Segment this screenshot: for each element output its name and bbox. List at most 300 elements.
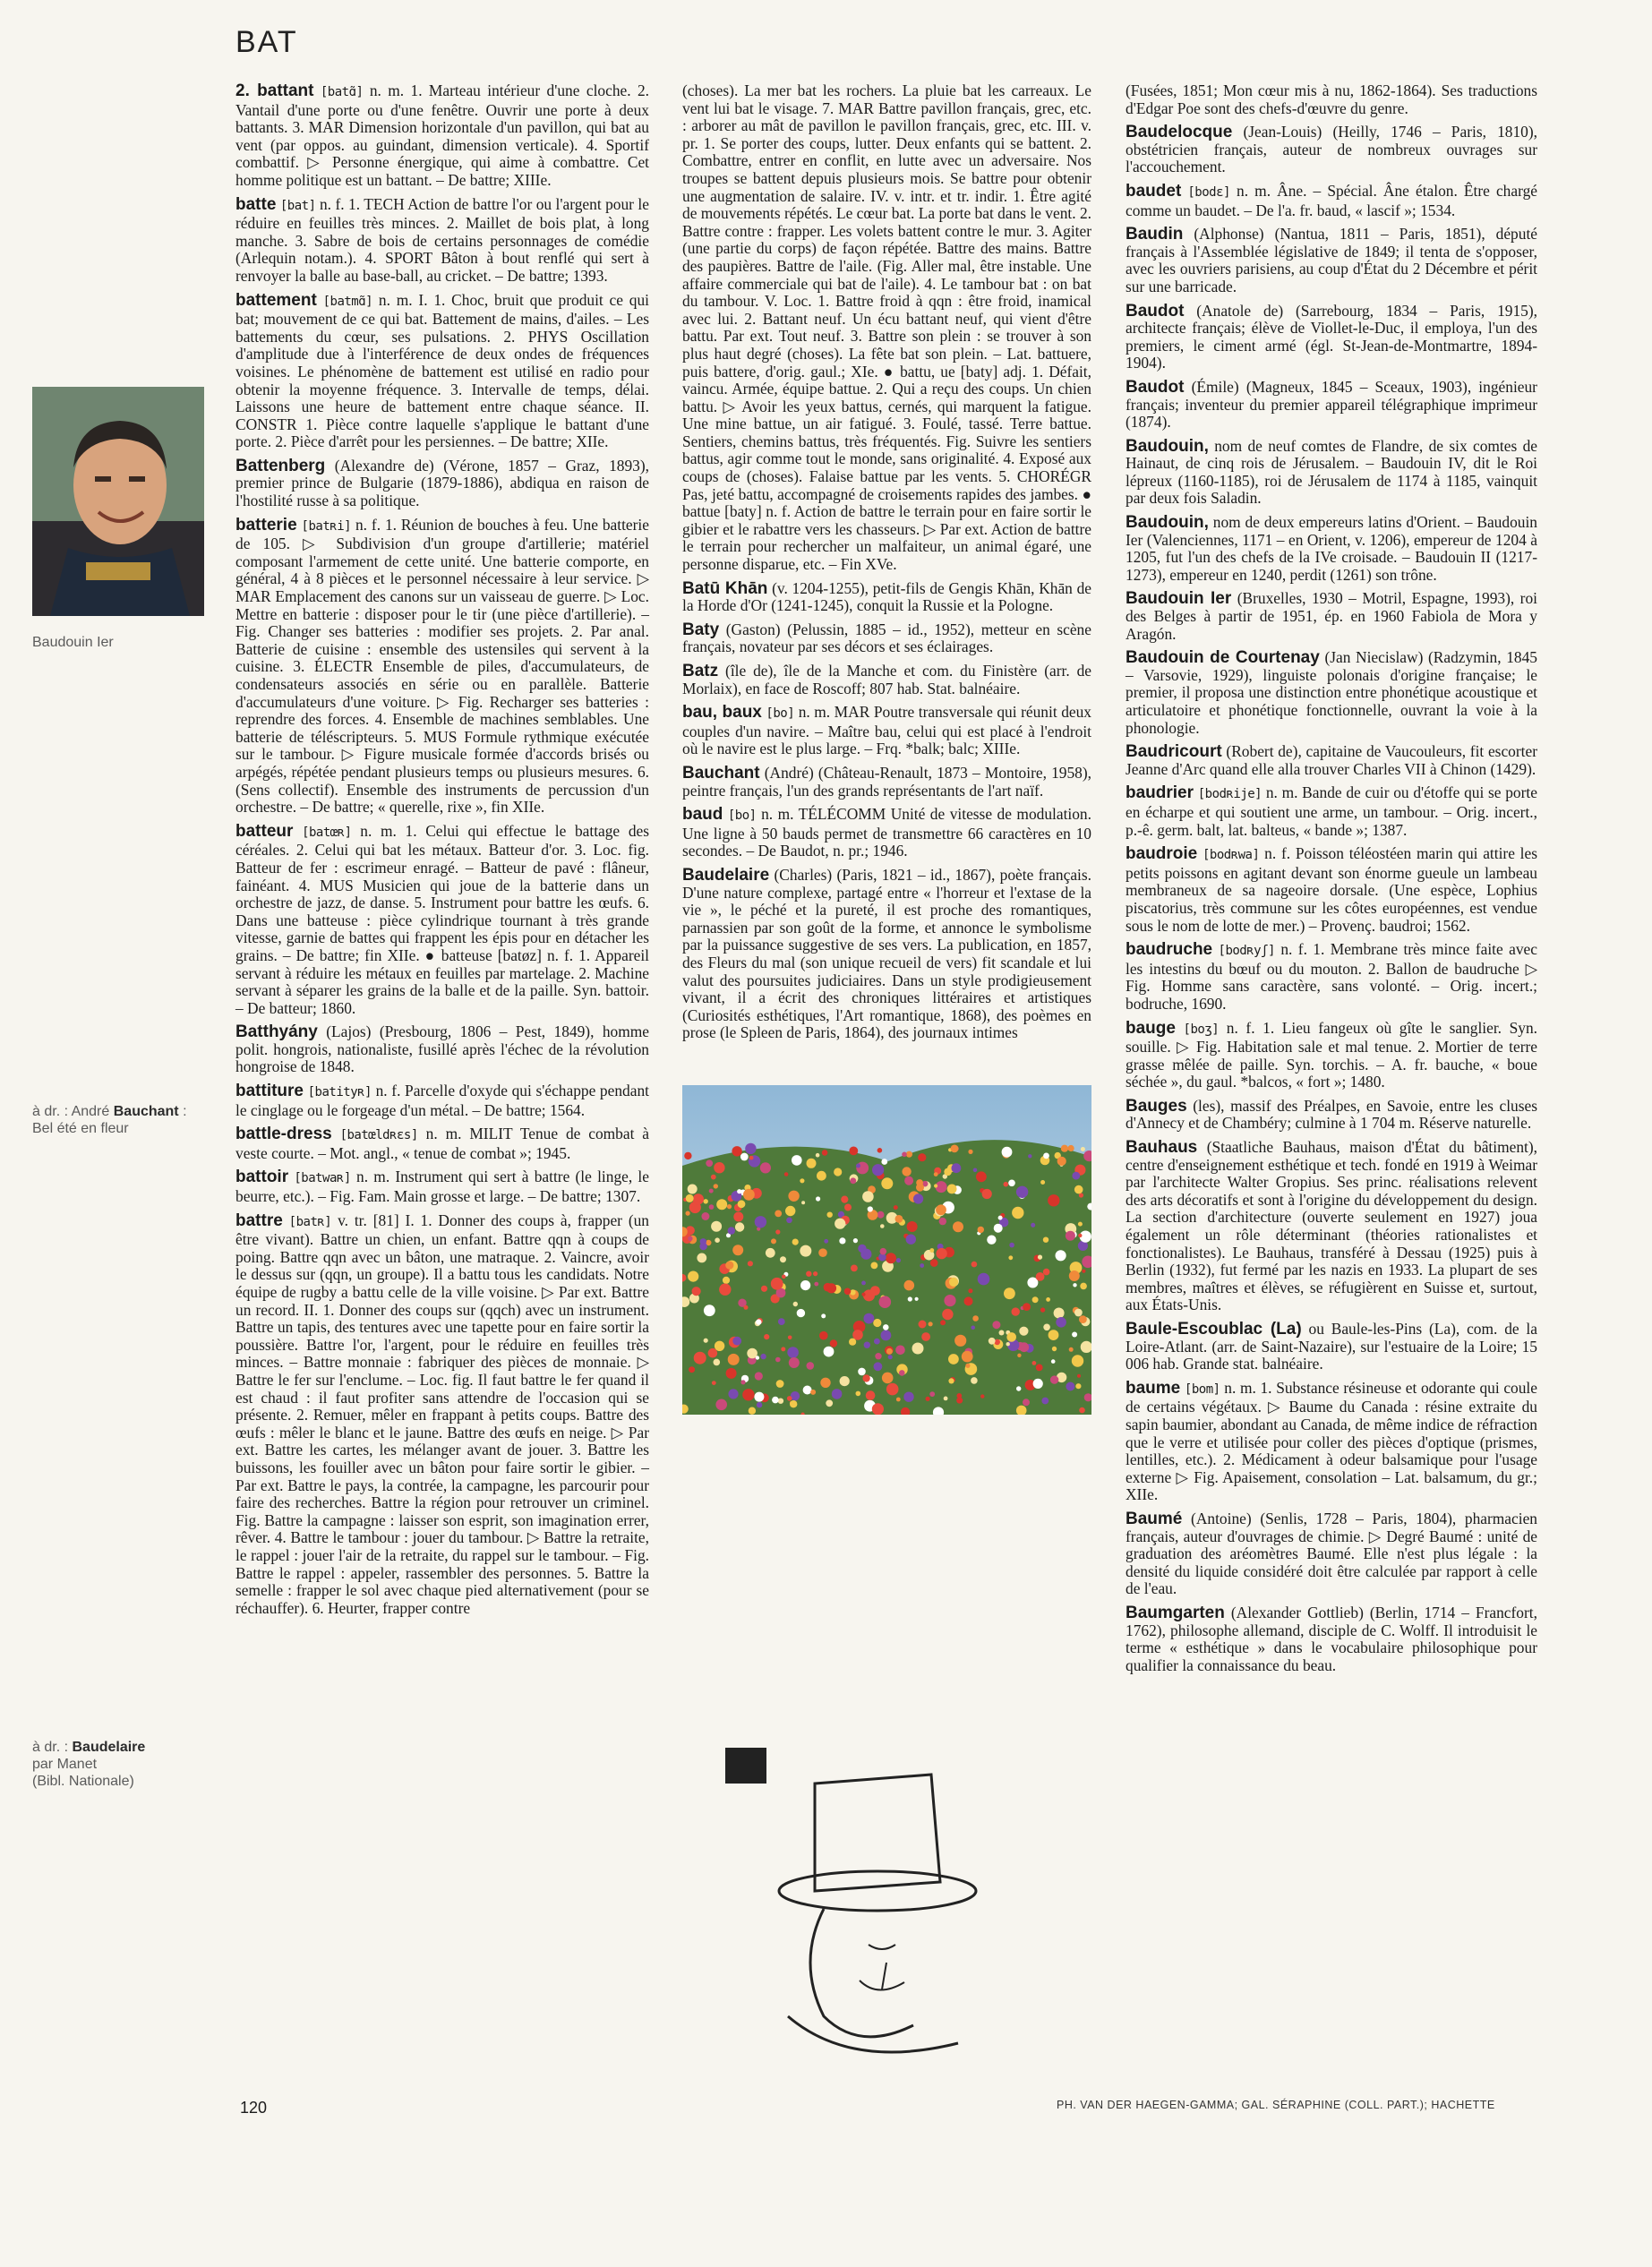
entry-text: (Robert de), capitaine de Vaucouleurs, fit escorter Jeanne d'Arc quand elle alla trouver Charles VII à Chinon (1429). <box>1126 742 1537 778</box>
entry-headword: battiture <box>235 1082 304 1101</box>
flower-dot <box>862 1191 874 1202</box>
entry-headword: baud <box>682 805 723 825</box>
flower-dot <box>1040 1180 1045 1185</box>
entry-phonetic: [batityʀ] <box>307 1085 372 1100</box>
flower-dot <box>1082 1270 1085 1273</box>
entry-headword: baume <box>1126 1378 1181 1398</box>
flower-dot <box>1006 1342 1010 1346</box>
flower-dot <box>982 1189 992 1199</box>
flower-dot <box>748 1261 753 1266</box>
flower-dot <box>858 1368 866 1376</box>
flower-dot <box>903 1392 913 1402</box>
flower-dot <box>714 1184 718 1188</box>
flower-dot <box>965 1364 970 1368</box>
flower-dot <box>920 1263 924 1268</box>
flower-dot <box>827 1212 833 1218</box>
flower-dot <box>895 1215 903 1223</box>
entry-text: (Jan Niecislaw) (Radzymin, 1845 – Varsovie, 1929), linguiste polonais d'origine française; le premier, il proposa une distinction entre phonétique acoustique et articulatoire et phonétique fonctionnelle, ouvrant la voie à la phonologie. <box>1126 648 1537 737</box>
page-number: 120 <box>240 2099 268 2117</box>
entry-text: (Anatole de) (Sarrebourg, 1834 – Paris, 1915), architecte français; élève de Viollet-le-Duc, il employa, l'un des premiers, le ciment armé (égl. St-Jean-de-Montmartre, 1894-1904). <box>1126 301 1537 372</box>
flower-dot <box>787 1347 799 1358</box>
flower-dot <box>1004 1287 1015 1299</box>
flower-dot <box>756 1319 761 1324</box>
flower-dot <box>906 1235 916 1245</box>
flower-dot <box>849 1339 856 1346</box>
flower-dot <box>929 1248 934 1253</box>
entry <box>235 517 649 817</box>
flower-dot <box>749 1156 754 1160</box>
flower-dot <box>709 1189 714 1193</box>
flower-dot <box>785 1206 795 1216</box>
flower-dot <box>939 1218 946 1225</box>
flower-dot <box>756 1356 759 1359</box>
entry-headword: 2. battant <box>235 81 314 100</box>
entry-headword: baudrier <box>1126 783 1194 803</box>
entry-phonetic: [bodʀyʃ] <box>1218 944 1275 959</box>
entry <box>1126 1380 1537 1504</box>
flower-dot <box>700 1238 706 1245</box>
flower-dot <box>760 1162 771 1173</box>
flower-dot <box>973 1168 978 1173</box>
flower-dot <box>1069 1270 1080 1281</box>
entry-headword: Baudouin de Courtenay <box>1126 648 1320 668</box>
flower-dot <box>711 1221 722 1232</box>
flower-dot <box>862 1374 869 1382</box>
entry-phonetic: [batʀi] <box>301 518 352 534</box>
flower-dot <box>787 1396 792 1401</box>
flower-dot <box>954 1335 966 1347</box>
flower-dot <box>1080 1283 1087 1290</box>
flower-dot <box>907 1221 918 1232</box>
entry-text: (Fusées, 1851; Mon cœur mis à nu, 1862-1864). Ses traductions d'Edgar Poe sont des chefs-d'œuvre du genre. <box>1126 81 1537 117</box>
flower-dot <box>936 1204 946 1215</box>
flower-dot <box>692 1287 701 1296</box>
flower-dot <box>899 1370 905 1376</box>
entry-headword: Baumgarten <box>1126 1603 1225 1622</box>
entry-text: n. f. 1. Lieu fangeux où gîte le sanglier. Syn. souille. ▷ Fig. Habitation sale et mal tenue. 2. Mortier de terre grasse mêlée de paille. Syn. torchis. – A. fr. bauche, « boue séchée », du gaul. *balcos, « fort »; 1480. <box>1126 1018 1537 1091</box>
flower-dot <box>915 1297 919 1301</box>
flower-dot <box>832 1389 843 1399</box>
flower-dot <box>744 1305 749 1310</box>
flower-dot <box>861 1293 865 1296</box>
flower-dot <box>727 1204 732 1209</box>
entry-headword: batterie <box>235 515 297 535</box>
flower-dot <box>1002 1147 1013 1158</box>
flower-dot <box>998 1216 1003 1220</box>
entry <box>235 1168 649 1205</box>
flower-dot <box>944 1168 952 1176</box>
entry <box>1126 1098 1537 1133</box>
flower-dot <box>870 1286 880 1296</box>
flower-dot <box>1075 1383 1081 1389</box>
flower-dot <box>880 1224 885 1228</box>
entry-phonetic: [bat] <box>279 198 316 213</box>
flower-dot <box>840 1376 850 1386</box>
entry-text: (île de), île de la Manche et com. du Finistère (arr. de Morlaix), en face de Roscoff; 807 hab. Stat. balnéaire. <box>682 662 1091 697</box>
flower-dot <box>882 1373 894 1384</box>
entry <box>235 1125 649 1162</box>
entry <box>682 82 1091 574</box>
entry-headword: Batz <box>682 662 719 680</box>
flower-dot <box>1069 1347 1074 1352</box>
flower-dot <box>864 1313 875 1324</box>
flower-dot <box>860 1249 871 1260</box>
flower-dot <box>803 1386 812 1395</box>
flower-dot <box>732 1146 741 1156</box>
entry-headword: Baumé <box>1126 1509 1183 1528</box>
entry <box>682 806 1091 860</box>
flower-dot <box>1049 1330 1059 1340</box>
entry-phonetic: [bo] <box>727 808 757 824</box>
entry <box>1126 1321 1537 1373</box>
flower-dot <box>775 1229 780 1234</box>
entry <box>1126 941 1537 1013</box>
entry-text: (Émile) (Magneux, 1845 – Sceaux, 1903), ingénieur français; inventeur du premier appareil télégraphique imprimeur (1874). <box>1126 377 1537 432</box>
entry-text: n. f. Parcelle d'oxyde qui s'échappe pendant le cinglage ou le forgeage d'un métal. – De battre; 1564. <box>235 1082 649 1119</box>
flower-dot <box>780 1256 786 1262</box>
entry-text: n. m. 1. Marteau intérieur d'une cloche. 2. Vantail d'une porte ou d'une fenêtre. Ouvrir une porte à deux battants. 3. MAR Dimension horizontale d'un pavillon, qui bat au vent (par oppos. au guindant, dimension verticale). 4. Sportif combattif. ▷ Personne énergique, qui aime à combattre. Cet homme politique est un battant. – De battre; XIIIe. <box>235 81 649 189</box>
entry-headword: Battenberg <box>235 456 326 475</box>
flower-dot <box>1040 1307 1045 1312</box>
entry-headword: Baudouin, <box>1126 513 1209 533</box>
flower-dot <box>711 1175 716 1180</box>
flower-dot <box>926 1397 930 1401</box>
flower-dot <box>790 1400 797 1407</box>
entry-headword: baudet <box>1126 181 1182 201</box>
column-2 <box>682 82 1091 1048</box>
flower-dot <box>1072 1172 1080 1180</box>
flower-dot <box>1043 1153 1049 1159</box>
flower-dot <box>994 1224 1003 1233</box>
entry-text: (André) (Château-Renault, 1873 – Montoire, 1958), peintre français, l'un des grands représentants de l'art naïf. <box>682 763 1091 800</box>
entry-text: n. m. 1. Substance résineuse et odorante qui coule de certains végétaux. ▷ Baume du Canada : résine extraite du sapin baumier, abondant au Canada, de même indice de réfraction que le verre et utilisée pour coller des pièces d'optique (prismes, lentilles, etc.). 2. Médicament à odeur balsamique pour l'usage externe ▷ Fig. Apaisement, consolation – Lat. balsamum, du gr.; XIIe. <box>1126 1378 1537 1504</box>
flower-dot <box>788 1336 792 1340</box>
bauchant-painting <box>682 1085 1091 1415</box>
flower-dot <box>797 1309 805 1317</box>
entry-headword: Baudin <box>1126 225 1184 244</box>
flower-dot <box>1072 1332 1077 1338</box>
flower-dot <box>879 1296 892 1308</box>
flower-dot <box>940 1320 946 1325</box>
flower-dot <box>792 1239 799 1245</box>
flower-dot <box>1012 1207 1023 1219</box>
flower-dot <box>723 1277 730 1284</box>
flower-dot <box>1078 1234 1082 1237</box>
flower-dot <box>761 1286 767 1292</box>
flower-dot <box>912 1343 924 1355</box>
flower-dot <box>992 1321 1000 1329</box>
entry-text: (Charles) (Paris, 1821 – id., 1867), poète français. D'une nature complexe, partagé entre « l'horreur et l'extase de la vie », le péché et la pureté, il est proche des romantiques, parnassien par son goût de la forme, et annonce le symbolisme par la puissance suggestive de ses vers. La publication, en 1857, des Fleurs du mal (son unique recueil de vers) fit scandale et lui valut des poursuites judiciaires. Dans un style prodigieusement vivant, il a écrit des chroniques littéraires et artistiques (Curiosités esthétiques, l'Art romantique, 1868), des poèmes en prose (le Spleen de Paris, 1864), des journaux intimes <box>682 865 1091 1042</box>
flower-dot <box>806 1271 811 1277</box>
flower-dot <box>1043 1237 1049 1243</box>
entry <box>1126 183 1537 219</box>
entry-text: (Alphonse) (Nantua, 1811 – Paris, 1851), député français à l'Assemblée législative de 1849; il tenta de s'opposer, avec les ouvriers parisiens, au coup d'État du 2 Décembre et périt sur une barricade. <box>1126 225 1537 295</box>
flower-dot <box>740 1153 749 1161</box>
entry <box>235 823 649 1018</box>
flower-dot <box>861 1281 866 1286</box>
entry-headword: battement <box>235 290 317 310</box>
entry-phonetic: [batmɑ̃] <box>322 294 373 309</box>
flower-dot <box>1081 1147 1085 1151</box>
flower-dot <box>864 1342 870 1348</box>
flower-dot <box>881 1330 892 1341</box>
flower-dot <box>844 1204 852 1211</box>
entry <box>1126 124 1537 176</box>
entry <box>235 1212 649 1618</box>
flower-dot <box>814 1282 818 1287</box>
flower-dot <box>715 1399 727 1411</box>
entry-headword: Baty <box>682 620 720 639</box>
flower-dot <box>704 1339 708 1343</box>
entry <box>235 292 649 451</box>
entry <box>682 663 1091 697</box>
flower-dot <box>704 1199 708 1203</box>
flower-dot <box>962 1351 973 1363</box>
flower-dot <box>972 1262 978 1268</box>
entry-phonetic: [batʀ] <box>288 1214 332 1229</box>
entry-headword: battoir <box>235 1168 289 1187</box>
entry <box>1126 438 1537 508</box>
flower-dot <box>697 1253 706 1263</box>
flower-dot <box>766 1248 775 1258</box>
entry-text: n. f. Poisson téléostéen marin qui attire les petits poissons en agitant devant son énorme gueule un lambeau membraneux de sa nageoire dorsale. (Une espèce, Lophius piscatorius, très commune sur les côtes européennes, est vendue sous le nom de lotte de mer.) – Provenç. baudroi; 1562. <box>1126 844 1537 935</box>
entry-phonetic: [batɑ̃] <box>320 85 364 99</box>
flower-dot <box>880 1248 887 1255</box>
entry-headword: Baudelocque <box>1126 123 1233 142</box>
flower-dot <box>816 1153 820 1158</box>
flower-dot <box>972 1315 979 1322</box>
flower-dot <box>978 1227 984 1233</box>
entry <box>682 580 1091 615</box>
flower-dot <box>978 1273 990 1286</box>
flower-dot <box>1009 1243 1014 1248</box>
photo-credit: PH. VAN DER HAEGEN-GAMMA; GAL. SÉRAPHINE (COLL. PART.); HACHETTE <box>1057 2099 1495 2111</box>
entry-phonetic: [bodʀije] <box>1197 787 1263 802</box>
flower-dot <box>715 1341 724 1351</box>
flower-dot <box>942 1309 953 1320</box>
flower-dot <box>902 1167 911 1176</box>
flower-dot <box>1016 1386 1021 1390</box>
flower-dot <box>693 1193 704 1204</box>
flower-dot <box>1077 1374 1081 1378</box>
flower-dot <box>786 1218 792 1224</box>
flower-dot <box>826 1283 836 1293</box>
entry-text: n. m. I. 1. Choc, bruit que produit ce qui bat; mouvement de ce qui bat. Battement de mains, d'ailes. – Les battements du cœur, ses pulsations. 2. PHYS Oscillation d'amplitude due à l'interférence de deux ondes de fréquences voisines. Le phénomène de battement est utilisé en radio pour obtenir la moyenne fréquence. 3. Intervalle de temps, délai. Laissons une heure de battement entre chaque séance. II. CONSTR 1. Pièce contre laquelle s'applique le battant d'une porte. 2. Pièce d'arrêt pour les persiennes. – De battre; XIIe. <box>235 290 649 451</box>
entry-text: n. m. TÉLÉCOMM Unité de vitesse de modulation. Une ligne à 50 bauds permet de transmettre 66 caractères en 10 secondes. – De Baudot, n. pr.; 1946. <box>682 805 1091 860</box>
flower-dot <box>757 1402 762 1407</box>
entry <box>1126 82 1537 117</box>
entry-text: (Alexander Gottlieb) (Berlin, 1714 – Francfort, 1762), philosophe allemand, disciple de C. Wolff. Il introduisit le terme « esthétique » dans le vocabulaire philosophique pour qualifier la connaissance du beau. <box>1126 1603 1537 1674</box>
flower-dot <box>749 1407 756 1415</box>
entry <box>1126 514 1537 584</box>
entry-text: nom de deux empereurs latins d'Orient. – Baudouin Ier (Valenciennes, 1171 – en Orient, v. 1206), empereur de 1204 à 1205, fut l'un des chefs de la IVe croisade. – Baudouin II (1217-1273), empereur en 1240, perdit (1261) son trône. <box>1126 513 1537 584</box>
entry <box>1126 743 1537 778</box>
entry <box>1126 1510 1537 1598</box>
entry <box>1126 590 1537 643</box>
flower-dot <box>1061 1145 1068 1152</box>
flower-dot <box>918 1153 926 1161</box>
flower-dot <box>1057 1157 1066 1166</box>
entry-headword: Bauhaus <box>1126 1138 1198 1158</box>
flower-dot <box>755 1372 763 1380</box>
baudelaire-drawing <box>725 1748 1021 2070</box>
entry-phonetic: [boʒ] <box>1183 1022 1220 1037</box>
flower-dot <box>732 1245 743 1255</box>
flower-dot <box>944 1397 948 1401</box>
flower-dot <box>999 1330 1005 1336</box>
flower-dot <box>824 1347 835 1357</box>
flower-dot <box>726 1368 737 1379</box>
flower-dot <box>1068 1145 1074 1151</box>
entry-text: n. f. 1. TECH Action de battre l'or ou l'argent pour le réduire en feuilles très minces. 2. Maillet de bois plat, à long manche. 3. Sabre de bois de certains personnages de comédie (Arlequin notam.). 4. SPORT Bâton à bout renflé qui sert à renvoyer la balle au base-ball, au cricket. – De battre; 1393. <box>235 194 649 285</box>
entry-text: nom de neuf comtes de Flandre, de six comtes de Hainaut, de cinq rois de Jérusalem. – Baudouin IV, dit le Roi lépreux (1160-1185), roi de Jérusalem de 1174 à 1185, vainquit par deux fois Saladin. <box>1126 436 1537 508</box>
entry <box>235 196 649 286</box>
entry-headword: baudruche <box>1126 940 1213 960</box>
flower-dot <box>868 1206 873 1211</box>
flower-dot <box>704 1305 715 1316</box>
entry <box>1126 379 1537 432</box>
flower-dot <box>1074 1185 1083 1194</box>
entry-text: n. f. 1. Réunion de bouches à feu. Une batterie de 105. ▷ Subdivision d'un groupe d'artillerie; matériel composant l'armement de cette unité. Une batterie comporte, en général, 4 à 8 pièces et le personnel nécessaire à leur service. ▷ MAR Emplacement des canons sur un vaisseau de guerre. ▷ Loc. Mettre en batterie : disposer pour le tir (une pièce d'artillerie). – Fig. Changer ses batteries : modifier ses projets. 2. Par anal. Batterie de cuisine : ensemble des ustensiles qui servent à la cuisine. 3. ÉLECTR Ensemble de piles, d'accumulateurs, de condensateurs associés en série ou en parallèle. Batterie d'accumulateurs d'une voiture. ▷ Fig. Recharger ses batteries : reprendre des forces. 4. Ensemble de machines semblables. Une batterie de téléscripteurs. 5. MUS Formule rythmique exécutée sur le tambour. ▷ Figure musicale formée d'accords brisés ou arpégés, répétée pendant plusieurs temps ou plusieurs mesures. 6. (Sens collectif). Ensemble des instruments de percussion d'un orchestre. – De battre; « querelle, rixe », fin XIIe. <box>235 515 649 817</box>
flower-dot <box>719 1284 731 1296</box>
entry-headword: Baudelaire <box>682 865 770 885</box>
flower-dot <box>835 1219 845 1229</box>
flower-dot <box>881 1177 893 1189</box>
flower-dot <box>776 1380 784 1388</box>
flower-dot <box>788 1191 799 1202</box>
entry-headword: Bauges <box>1126 1096 1187 1116</box>
flower-dot <box>1023 1303 1031 1311</box>
flower-dot <box>1078 1222 1083 1227</box>
flower-dot <box>888 1355 893 1359</box>
flower-dot <box>919 1321 927 1329</box>
entry-headword: Batū Khān <box>682 578 768 598</box>
flower-dot <box>733 1212 743 1222</box>
flower-dot <box>1016 1186 1028 1198</box>
flower-dot <box>820 1378 830 1388</box>
entry-text: (les), massif des Préalpes, en Savoie, entre les cluses d'Annecy et de Chambéry; culmine à 1 704 m. Réserve naturelle. <box>1126 1096 1537 1133</box>
flower-dot <box>830 1339 837 1347</box>
flower-dot <box>1066 1382 1074 1391</box>
flower-dot <box>1012 1307 1020 1315</box>
entry <box>1126 1139 1537 1314</box>
flower-dot <box>1019 1342 1029 1352</box>
flower-dot <box>1023 1399 1030 1406</box>
entry-headword: batte <box>235 194 277 214</box>
flower-dot <box>949 1278 958 1287</box>
entry-text: (Staatliche Bauhaus, maison d'État du bâtiment), centre d'enseignement esthétique et tech. fondé en 1919 à Weimar par l'architecte Walter Gropius. Ses princ. réalisations relevent des arts décoratifs et sont à l'origine du développement du design. La section d'architecture (ouverte seulement en 1927) joua également un rôle déterminant (théories rationalistes et fonctionalistes). Le Bauhaus, transféré à Dessau (1925) puis à Berlin (1932), fut fermé par les nazis en 1933. La plupart de ses membres, maîtres et élèves, se réfugièrent en Suisse et, surtout, aux États-Unis. <box>1126 1138 1537 1314</box>
flower-dot <box>852 1330 863 1340</box>
flower-dot <box>850 1289 855 1295</box>
entry-phonetic: [bo] <box>766 706 795 722</box>
flower-dot <box>715 1237 720 1243</box>
flower-dot <box>781 1347 785 1351</box>
flower-dot <box>886 1348 893 1355</box>
entry <box>1126 1604 1537 1674</box>
entry-text: (choses). La mer bat les rochers. La pluie bat les carreaux. Le vent lui bat le visage. 7. MAR Battre pavillon français, grec, etc. : arborer au mât de pavillon le pavillon français, grec, etc. III. v. pr. 1. Se porter des coups, lutter. Deux enfants qui se battent. 2. Combattre, entrer en conflit, en lutte avec un adversaire. Nos troupes se battent depuis plusieurs mois. Se battre pour obtenir une augmentation de salaire. IV. v. intr. et tr. indir. 1. Être agité de mouvements répétés. Le cœur bat. La porte bat dans le vent. 2. Battre contre : frapper. Les volets battent contre le mur. 3. Agiter (une partie du corps) de façon répétée. Battre des mains. Battre des paupières. Battre de l'aile. (Fig. Aller mal, être instable. Une affaire commerciale qui bat de l'aile). 4. Le tambour bat : on bat du tambour. V. Loc. 1. Battre froid à qqn : être froid, inamical avec lui. 2. Battant neuf. Un écu battant neuf, qui vient d'être battu. Par ext. Tout neuf. 3. Battre son plein : se trouver à son plus haut degré (choses). La fête bat son plein. – Lat. battuere, puis battere, d'orig. gaul.; XIe. ● battu, ue [baty] adj. 1. Défait, vaincu. Armée, équipe battue. 2. Qui a reçu des coups. Un chien battu. ▷ Avoir les yeux battus, cernés, qui marquent la fatigue. Une mine battue, un air fatigué. 3. Foulé, tassé. Terre battue. Sentiers, chemins battus, très fréquentés. Fig. Suivre les sentiers battus, agir comme tout le monde, sans originalité. 4. Exposé aux coups de (choses). Falaise battue par les vents. 5. CHORÉGR Pas, jeté battu, accompagné de croisements rapides des jambes. ● battue [baty] n. f. Action de battre le terrain pour en faire sortir le gibier et le rabattre vers les chasseurs. ▷ Par ext. Action de battre le terrain pour rechercher un malfaiteur, un animal égaré, une personne disparue, etc. – Fin XVe. <box>682 81 1091 574</box>
flower-dot <box>771 1238 776 1244</box>
flower-dot <box>851 1265 858 1272</box>
flower-dot <box>792 1155 802 1166</box>
flower-dot <box>866 1390 876 1400</box>
flower-dot <box>1066 1231 1075 1241</box>
entry <box>1126 303 1537 372</box>
flower-dot <box>810 1390 816 1395</box>
entry-headword: Baudot <box>1126 377 1185 397</box>
flower-dot <box>775 1357 781 1363</box>
flower-dot <box>789 1357 800 1368</box>
entry-text: (Antoine) (Senlis, 1728 – Paris, 1804), pharmacien français, auteur d'ouvrages de chimie. ▷ Degré Baumé : unité de graduation des aréomètres Baumé. Elle n'est plus légale : la densité du liquide considéré doit être calculée par rapport à celle de l'eau. <box>1126 1509 1537 1598</box>
flower-dot <box>1043 1324 1050 1331</box>
flower-dot <box>817 1171 826 1181</box>
flower-dot <box>686 1211 690 1216</box>
flower-dot <box>819 1331 828 1340</box>
flower-dot <box>850 1177 856 1184</box>
flower-dot <box>976 1171 987 1182</box>
flower-dot <box>818 1248 827 1257</box>
entry-headword: battre <box>235 1210 283 1230</box>
baudouin-portrait <box>32 387 204 616</box>
entry-headword: Batthyány <box>235 1022 318 1042</box>
flower-dot <box>1032 1296 1039 1303</box>
entry <box>1126 649 1537 737</box>
flower-dot <box>968 1288 972 1293</box>
flower-dot <box>708 1348 718 1358</box>
flower-dot <box>1050 1375 1058 1383</box>
flower-dot <box>813 1271 817 1276</box>
flower-dot <box>952 1163 962 1173</box>
caption-baudouin: Baudouin Ier <box>32 635 114 650</box>
flower-dot <box>826 1399 833 1407</box>
entry-headword: bauge <box>1126 1018 1176 1038</box>
flower-dot <box>1036 1364 1043 1372</box>
flower-dot <box>684 1152 691 1159</box>
flower-dot <box>793 1302 798 1306</box>
flower-dot <box>772 1397 779 1404</box>
flower-dot <box>807 1362 815 1370</box>
flower-dot <box>1041 1398 1049 1405</box>
flower-dot <box>742 1389 754 1400</box>
flower-dot <box>930 1259 938 1267</box>
entry-text: ou Baule-les-Pins (La), com. de la Loire-Atlant. (arr. de Saint-Nazaire), sur l'estuaire de la Loire; 15 006 hab. Grande stat. balnéaire. <box>1126 1320 1537 1373</box>
flower-dot <box>839 1237 845 1244</box>
flower-dot <box>844 1288 852 1296</box>
flower-dot <box>948 1354 959 1364</box>
entry <box>682 867 1091 1042</box>
flower-dot <box>1079 1407 1085 1414</box>
flower-dot <box>1052 1347 1057 1351</box>
entry-text: (v. 1204-1255), petit-fils de Gengis Khān, Khān de la Horde d'Or (1241-1245), conquit la Russie et la Pologne. <box>682 578 1091 615</box>
flower-dot <box>800 1245 811 1257</box>
flower-dot <box>929 1322 933 1326</box>
entry-text: n. m. MAR Poutre transversale qui réunit deux couples d'un navire. – Maître bau, celui qui est placé à l'endroit où le navire est le plus large. – Frq. *balk; balc; XIIIe. <box>682 703 1092 758</box>
flower-dot <box>764 1334 769 1339</box>
entry-phonetic: [batwaʀ] <box>294 1171 351 1186</box>
flower-dot <box>987 1236 996 1245</box>
flower-dot <box>728 1354 740 1365</box>
flower-dot <box>1072 1355 1083 1366</box>
flower-dot <box>689 1366 695 1373</box>
flower-dot <box>849 1147 858 1156</box>
flower-dot <box>936 1248 946 1259</box>
flower-dot <box>913 1193 923 1203</box>
column-3 <box>1126 82 1537 1681</box>
flower-dot <box>904 1280 915 1291</box>
flower-dot <box>881 1159 887 1165</box>
flower-dot <box>883 1324 889 1330</box>
flower-dot <box>754 1392 764 1402</box>
flower-dot <box>916 1179 923 1186</box>
